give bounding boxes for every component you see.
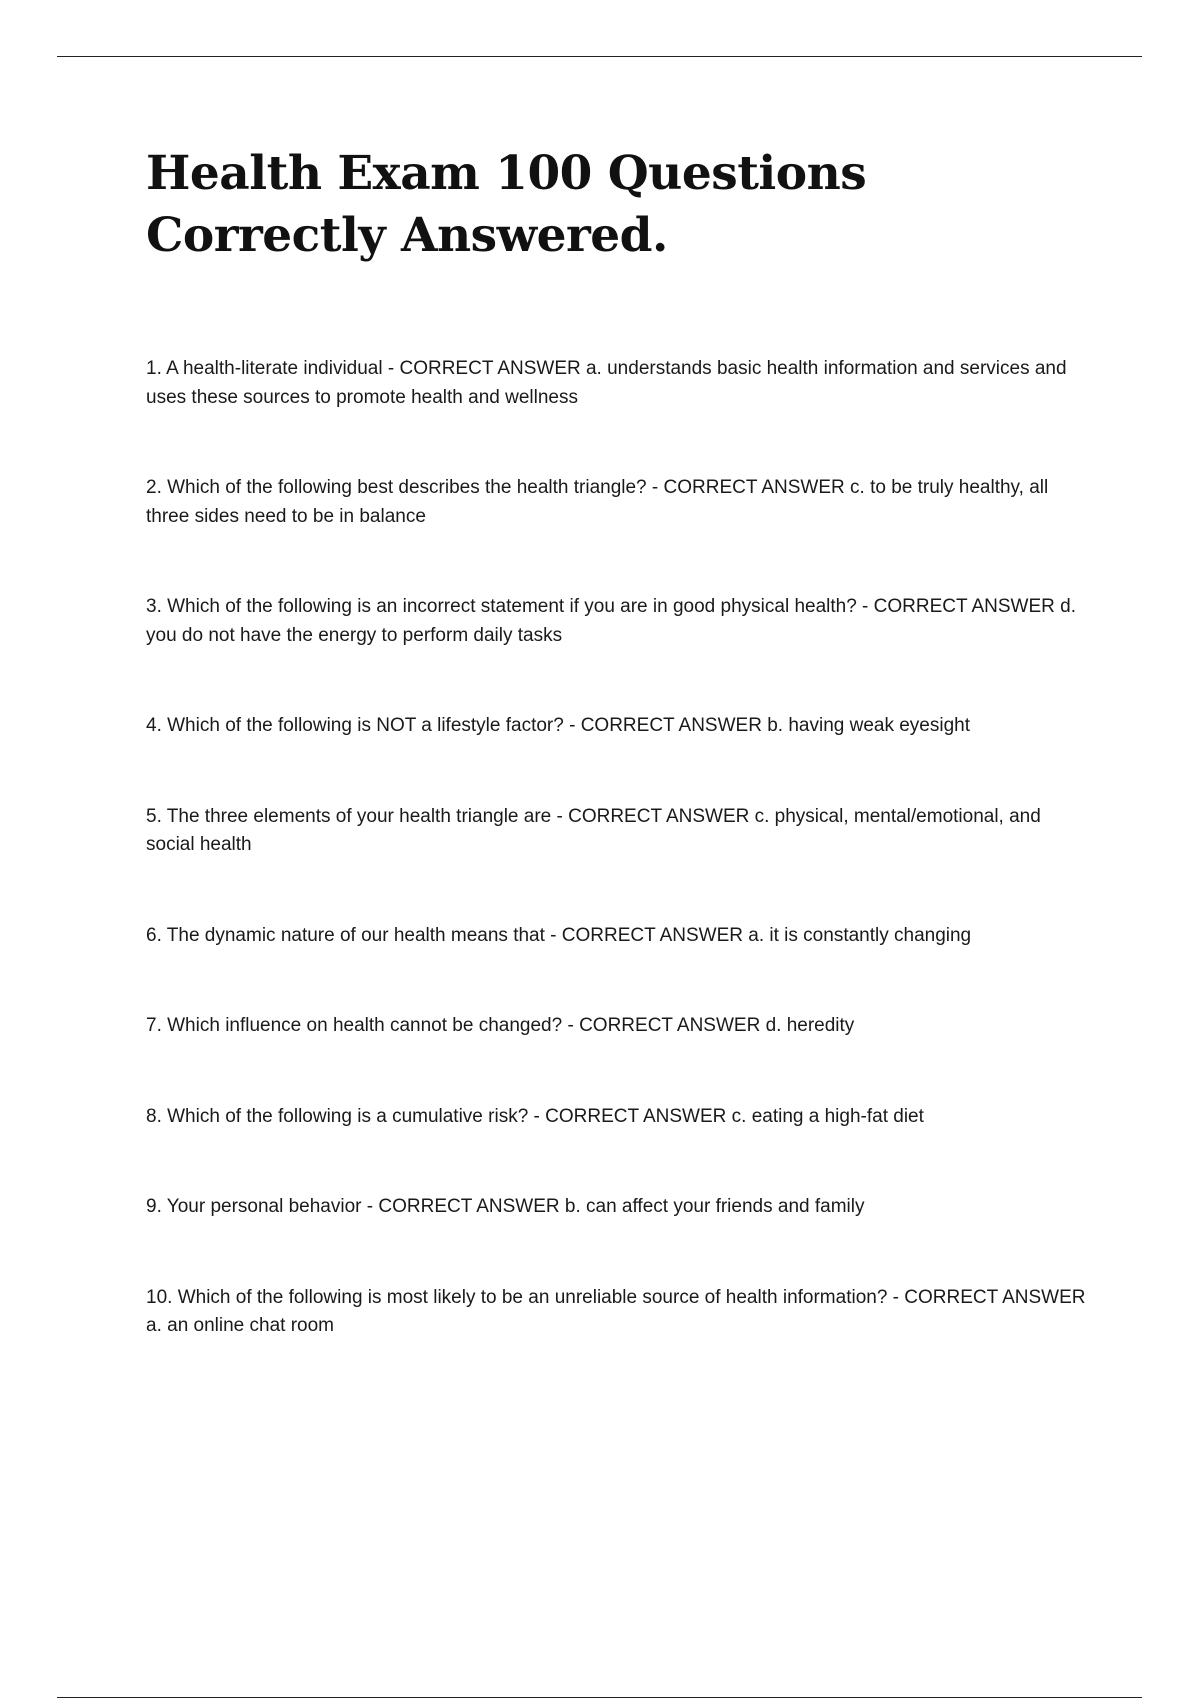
question-item-2: 2. Which of the following best describes the health triangle? - CORRECT ANSWER c. to be truly healthy, all three sides need to be in balance <box>146 477 1049 527</box>
question-item-6: 6. The dynamic nature of our health means that - CORRECT ANSWER a. it is constantly changing <box>146 924 972 946</box>
question-item-10: 10. Which of the following is most likely to be an unreliable source of health information? - CORRECT ANSWER a. an online chat room <box>146 1286 1086 1336</box>
question-item-7: 7. Which influence on health cannot be changed? - CORRECT ANSWER d. heredity <box>146 1015 855 1036</box>
question-item-5: 5. The three elements of your health triangle are - CORRECT ANSWER c. physical, mental/emotional, and social health <box>146 805 1041 855</box>
question-item-9: 9. Your personal behavior - CORRECT ANSWER b. can affect your friends and family <box>146 1196 865 1217</box>
question-item-8: 8. Which of the following is a cumulative risk? - CORRECT ANSWER c. eating a high-fat diet <box>146 1105 924 1127</box>
top-rule <box>57 56 1142 57</box>
question-list <box>146 355 1086 1403</box>
page-title: Health Exam 100 Questions Correctly Answered. <box>146 146 867 263</box>
question-item-3: 3. Which of the following is an incorrect statement if you are in good physical health? - CORRECT ANSWER d. you do not have the energy to perform daily tasks <box>146 596 1077 646</box>
question-item-1: 1. A health-literate individual - CORRECT ANSWER a. understands basic health information and services and uses these sources to promote health and wellness <box>146 358 1067 408</box>
question-item-4: 4. Which of the following is NOT a lifestyle factor? - CORRECT ANSWER b. having weak eyesight <box>146 715 971 736</box>
bottom-rule <box>57 1697 1142 1698</box>
